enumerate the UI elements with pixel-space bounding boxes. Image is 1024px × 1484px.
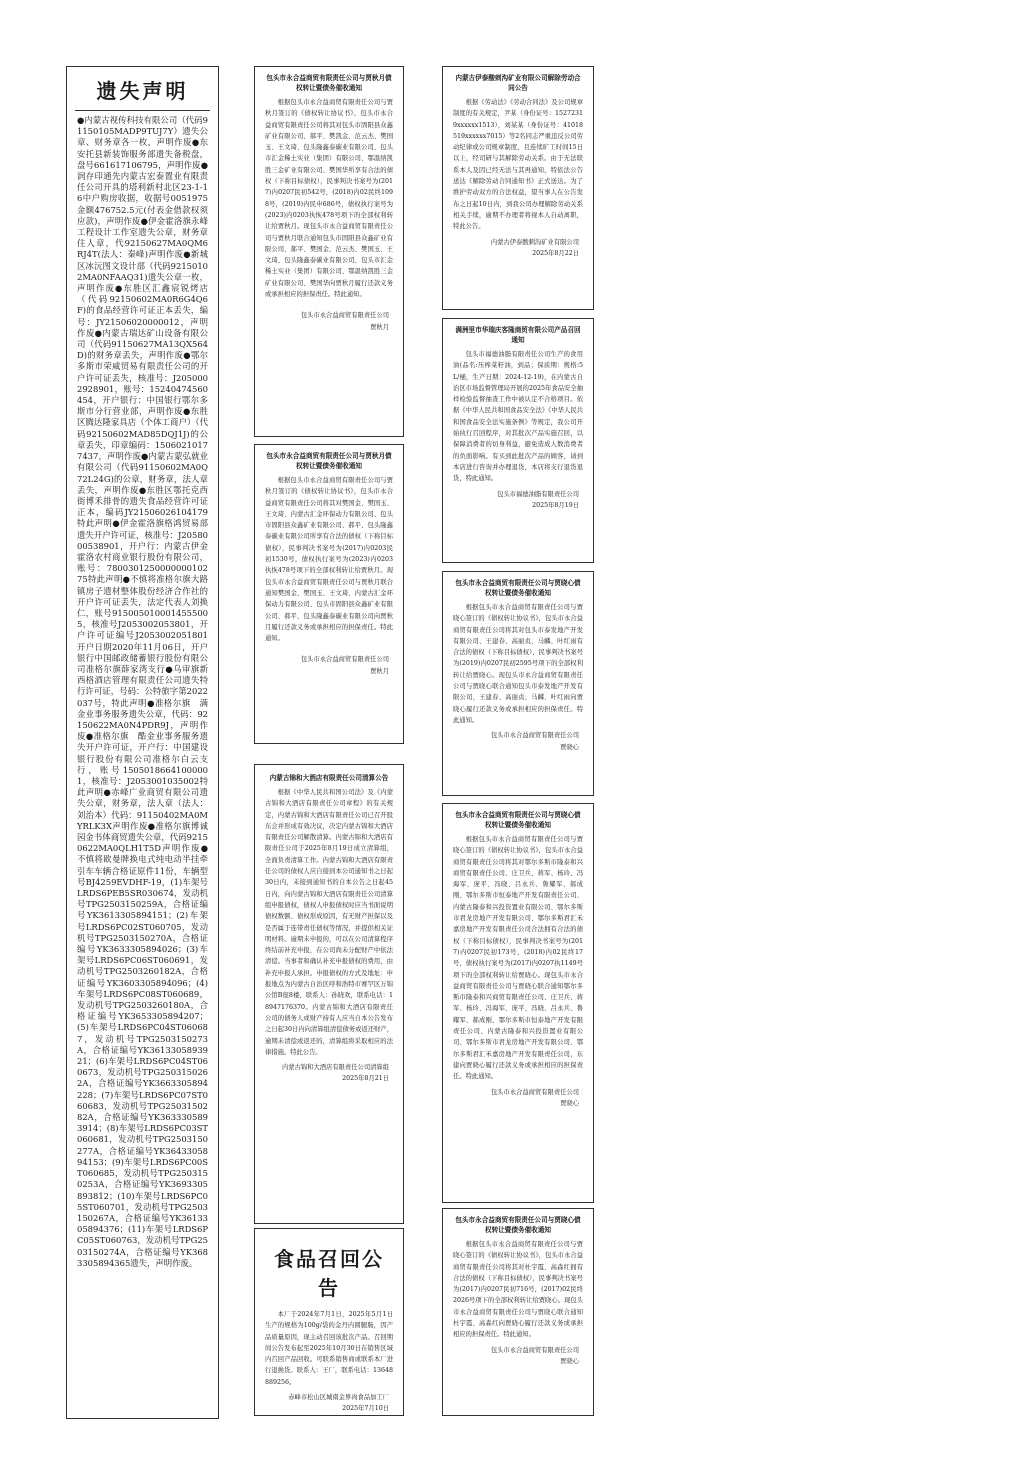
lost-notice-title: 遗失声明 <box>96 79 189 103</box>
notice-signature: 包头市永合益商贸有限责任公司 <box>300 312 389 320</box>
notice-body: 根据包头市永合益商贸有限责任公司与贾秋月签订的《债权转让协议书》，包头市永合益商贸有限责任公司将其对樊国金、樊国玉、王文琦、内蒙古汇金环保动力有限公司、包头市固阳县众鑫矿业有限公司、郝平、包头隆鑫泰碳业有限公司所享有合法的债权（下称目标债权），民事判决书案号为(2017)内0203民初1530号，债权执行案号为(2023)内0203执恢478号项下的全部权利转让给贾秋月。现包头市永合益商贸有限责任公司与贾秋月联合通知樊国金、樊国玉、王文琦、内蒙古汇金环保动力有限公司、包头市固阳县众鑫矿业有限公司、郝平、包头隆鑫泰碳业有限公司向贾秋月履行还款义务或承担相应的担保责任。特此通知。 <box>265 477 393 643</box>
notice-c3-2 <box>442 318 594 563</box>
notice-c2-4 <box>254 1228 404 1416</box>
lost-notice-body: ●内蒙古视传科技有限公司（代码91150105MADP9TUJ7Y）遗失公章、财务章各一枚，声明作废●东安托县新装饰服务部遗失备税盘，盘号661617106795，声明作废●润存印通先内蒙古宏泰置业有限责任公司开具的塔利新村北区23-1-16中户购房收据，收据号0051975金额476752.5元(付表金借款权须应款)，声明作废●伊金霍洛旗永峰工程设计工作室遗失公章，财务章住人章，代92150627MA0QM6RJ4T(法人：秦峰)声明作废●新城区冰沅图文设计部（代码92150102MA0NFAAQ31)遗失公章一枚，声明作废●东胜区汇鑫宸锐烤店（代码92150602MA0R6G4Q6F)的食品经营许可证正本丢失，编号：JY21506020000012，声明作废●内蒙古瑞达矿山设备有限公司（代码91150627MA13QX564D)的财务章丢失，声明作废●鄂尔多斯市荣威贸易有限责任公司的开户许可证丢失，核准号：J2050002928901，账号：15240474560454，开户银行：中国银行鄂尔多斯市分行营业部，声明作废●东胜区腾达隆家具店（个体工商户）（代码92150602MAD85DQJ1J)的公章丢失，印章编码：15060210177437，声明作废●内蒙古蒙弘就业有限公司（代码91150602MA0Q72L24G)的公章，财务章，法人章丢失，声明作废●东胜区鄂托克西街博禾排骨的遗失食品经营许可证正本，编码JY21506026104179特此声明●伊金霍洛旗格鸿贸易部遗失开户许可证，核准号：J2058000538901，开户行：内蒙古伊金霍洛农村商业银行股份有限公司，账号：780030125000000010275特此声明●不慎将准格尔旗大路镇房子遗材整体股份经济合作社的开户许可证丢失，法定代表人刘换仁，账号9150050100014555005，核准号J2053002053801，开户许可证编号J2053002051801开户日期2020年11月06日，开户银行中国邮政储蓄银行股份有限公司准格尔旗薛家湾支行●乌审旗新西格酒店管理有限责任公司遗失特行许可证，号码：公特旅字第2022037号，特此声明●准格尔旗 满金业事务服务遗失公章，代码：92150622MA0N4PDR9J，声明作废●准格尔旗 酷金业事务服务遗失开户许可证，开户行：中国建设银行股份有限公司准格尔白云支行，账号15050186641000001，核准号：J2053001035002特此声明●赤峰广业商贸有限公司遗失公章，财务章，法人章（法人：刘治本）代码：91150402MA0MYRLK3X声明作废●准格尔旗博诚园金书体商贸遗失公章，代码92150622MA0QLH1T5D声明作废●不慎将欧曼牌换电式纯电动半挂牵引车车辆合格证原件11份，车辆型号BJ4259EVDHF-19，(1)车架号LRDS6PEB5SR030674，发动机号TPG2503150259A，合格证编号YK3613305894151；(2)车架号LRDS6PC02ST060705，发动机号TPG2503150270A，合格证编号YK3633305894026；(3)车架号LRDS6PC06ST060691，发动机号TPG2503260182A，合格证编号YK3603305894096；(4)车架号LRDS6PC08ST060689，发动机号TPG2503260180A，合格证编号YK3653305894207；(5)车架号LRDS6PC04ST060687，发动机号TPG2503150273A，合格证编号YK3613305893921；(6)车架号LRDS6PC04ST060673，发动机号TPG2503150262A，合格证编号YK3663305894228；(7)车架号LRDS6PC07ST060683，发动机号TPG2503150282A，合格证编号YK3633305893914；(8)车架号LRDS6PC03ST060681，发动机号TPG2503150277A，合格证编号YK3643305894153；(9)车架号LRDS6PC00ST060685，发动机号TPG2503150253A，合格证编号YK3693305893812；(10)车架号LRDS6PC05ST060701，发动机号TPG2503150267A，合格证编号YK3613305894376；(11)车架号LRDS6PC05ST060763，发动机号TPG2503150274A，合格证编号YK3683305894365遗失，声明作废。 <box>77 115 208 1268</box>
notice-signature-2: 贾秋月 <box>370 667 389 675</box>
notice-signature: 包头市永合益商贸有限责任公司 <box>490 732 579 740</box>
notice-signature: 包头市福德油脂有限责任公司 <box>497 490 579 498</box>
notice-signature-2: 贾晓心 <box>560 1357 579 1365</box>
notice-title: 包头市永合益商贸有限责任公司与贾秋月债权转让暨债务催收通知 <box>266 74 392 92</box>
notice-date: 2025年8月19日 <box>532 501 579 509</box>
notice-signature: 内蒙古伊泰酸刺沟矿业有限公司 <box>490 238 579 246</box>
title-divider <box>75 110 210 111</box>
notice-signature: 赤峰市松山区城南金界肉食品加工厂 <box>288 1394 389 1402</box>
notice-body: 根据包头市永合益商贸有限责任公司与贾秋月签订的《债权转让协议书》，包头市永合益商贸有限责任公司将其对包头市固阳县众鑫矿业有限公司、郝平、樊凯金、范云杰、樊国玉、王文琦、包头隆鑫泰碳业有限公司、包头市汇金稀土实业（集团）有限公司、鄂温纳凯胜三金矿业有限公司、樊国华所享有合法的债权（下称目标债权），民事判决书案号为(2017)内0207民初542号，(2018)内02民终1098号，(2019)内民申686号，债权执行案号为(2023)内0203执恢478号项下的全部权利转让给贾秋月。现包头市永合益商贸有限责任公司与贾秋月联合通知包头市固阳县众鑫矿业有限公司、郝平、樊国金、范云杰、樊国玉、王文琦、包头隆鑫泰碳业有限公司、包头市汇金稀土实业（集团）有限公司、鄂温纳凯胜三金矿业有限公司、樊国华向贾秋月履行还款义务或承担相应的担保责任。特此通知。 <box>265 99 393 299</box>
notice-c3-5 <box>442 1208 594 1416</box>
notice-body: 根据包头市永合益商贸有限责任公司与贾晓心签订的《债权转让协议书》，包头市永合益商贸有限责任公司将其对鄂尔多斯市隆泰和兴商贸有限责任公司、庄卫兵、蒋军、杨玲、冯海军、庞平、冯晓、吕永兵、鲁耀军、郝成刚、鄂尔多斯市恒泰地产开发有限责任公司、内蒙古隆泰和兴投资置业有限公司、鄂尔多斯市君龙房地产开发有限公司、鄂尔多斯君汇禾嘉房地产开发有限责任公司合法拥有合法的债权（下称目标债权），民事判决书案号为(2017)内0207民初173号，(2018)内02民终17号，债权执行案号为(2017)内0207执1149号项下的全部权利转让给贾晓心。现包头市永合益商贸有限责任公司与贾晓心联合通知鄂尔多斯市隆泰和兴商贸有限责任公司、庄卫兵、蒋军、杨玲、冯海军、庞平、冯晓、吕永兵、鲁耀军、郝成刚、鄂尔多斯市恒泰地产开发有限责任公司、内蒙古隆泰和兴投资置业有限公司、鄂尔多斯市君龙房地产开发有限公司、鄂尔多斯君汇禾嘉房地产开发有限责任公司，东建向贾晓心履行还款义务或承担相应的担保责任。特此通知。 <box>453 836 583 1081</box>
notice-signature-2: 贾晓心 <box>560 743 579 751</box>
notice-signature-2: 贾晓心 <box>560 1099 579 1107</box>
notice-body: 包头市福德油脂有限责任公司生产的食用油(品名:压榨菜籽油，到品；保质期：规格:5L/桶，生产日期：2024-12-19)，在内蒙古自治区市场监督管理局开展的2025年食品安全抽样检验监督抽查工作中被认定不合格项目。依据《中华人民共和国食品安全法》《中华人民共和国食品安全法实施条例》等规定，我公司开始执行召回程序，对其批次产品实施召回，以保障消费者的切身利益，避免造成人数消费者的负面影响。有买到此批次产品的顾客，请到本店进行咨询并办理退货，本店将支行退货退货，特此通知。 <box>453 351 583 483</box>
notice-c3-3 <box>442 571 594 796</box>
notice-title: 包头市永合益商贸有限责任公司与贾晓心债权转让暨债务催收通知 <box>455 579 581 597</box>
notice-title: 包头市永合益商贸有限责任公司与贾晓心债权转让暨债务催收通知 <box>455 811 581 829</box>
notice-title: 包头市永合益商贸有限责任公司与贾晓心债权转让暨债务催收通知 <box>455 1216 581 1234</box>
notice-c2-1 <box>254 66 404 437</box>
notice-signature: 包头市永合益商贸有限责任公司 <box>300 656 389 664</box>
notice-body: 本厂于2024年7月1日，2025年5月1日生产的规格为100g/袋的金丹内圆腿肠，因产品质量原因，现主动召回该批次产品。召回期间公告发布起至2025年10月30日在销售区域内召回产品回收。可联系销售商或联系本厂进行退换货。联系人：王厂，联系电话：13648889256。 <box>265 1311 393 1386</box>
notice-c2-3 <box>254 764 404 1224</box>
notice-body: 根据包头市永合益商贸有限责任公司与贾晓心签订的《债权转让协议书》，包头市永合益商贸有限责任公司将其对包头市泰发地产开发有限公司、王建春、高丽贞、马麟、叶红雨有合法的债权（下称目标债权），民事判决书案号为(2019)内0207民初2595号项下的全部权利转让给贾晓心。现包头市永合益商贸有限责任公司与贾晓心联合通知包头市泰发地产开发有限公司、王建春、高丽贞、马麟、叶红雨向贾晓心履行还款义务或承担相应的担保责任。特此通知。 <box>453 604 583 724</box>
notice-date: 2025年8月22日 <box>532 249 579 257</box>
notice-c2-2 <box>254 444 404 744</box>
notice-title: 内蒙古伊泰酸刺沟矿业有限公司解除劳动合同公告 <box>455 74 581 92</box>
notice-signature-2: 贾秋月 <box>370 323 389 331</box>
notice-title: 满洲里市华瑞庆客隆商贸有限公司产品召回通知 <box>455 326 581 344</box>
notice-body: 根据包头市永合益商贸有限责任公司与贾晓心签订的《债权转让协议书》，包头市永合益商贸有限责任公司将其对杜宇霞、高森红拥有合法的债权（下称目标债权），民事判决书案号为(2017)内0207民初716号，(2017)02民终2026号项下的全部权利转让给贾晓心。现包头市永合益商贸有限责任公司与贾晓心联合通知杜宇霞、高森红向贾晓心履行还款义务或承担相应的担保责任。特此通知。 <box>453 1241 583 1339</box>
lost-notice-box <box>66 66 219 1419</box>
notice-c3-4 <box>442 803 594 1203</box>
notice-title: 包头市永合益商贸有限责任公司与贾秋月债权转让暨债务催收通知 <box>266 452 392 470</box>
notice-title: 内蒙古锦和大酒店有限责任公司清算公告 <box>269 774 389 782</box>
notice-body: 根据《劳动法》《劳动合同法》及公司规章制度的有关规定，尹某（身份证号：15272319xxxxxx1513），刘某某（身份证号：41018519xxxxxx7015）等2名同志严重违反公司劳动纪律或公司规章制度，且连续旷工时间15日以上，经司研与其解除劳动关系。由于无法联系本人及因已经无法与其再通知，特依法公告送达《解除劳动合同通知书》正式送达。为了维护劳动双方的合法权益，望当事人在公告发布之日起10日内，到我公司办理解除劳动关系相关手续，逾期不办理者将视本人自动离职，特此公告。 <box>453 99 583 231</box>
notice-signature: 包头市永合益商贸有限责任公司 <box>490 1346 579 1354</box>
notice-title: 食品召回公告 <box>274 1247 384 1300</box>
notice-date: 2025年8月21日 <box>342 1075 389 1083</box>
notice-date: 2025年7月10日 <box>342 1405 389 1413</box>
notice-c3-1 <box>442 66 594 310</box>
notice-body: 根据《中华人民共和国公司法》及《内蒙古锦和大酒店有限责任公司章程》的有关规定，内蒙古锦和大酒店有限责任公司已召开股东会并形成有效决议，决定内蒙古锦和大酒店有限责任公司解散清算。内蒙古锦和大酒店有限责任公司于2025年8月19日成立清算组，全面负责清算工作。内蒙古锦和大酒店有限责任公司的债权人应自接到本公司通知书之日起30日内，未接到通知书的自本公告之日起45日内，向内蒙古锦和大酒店有限责任公司清算组申报债权，债权人申报债权时应当书面说明债权数额、债权形成原因，有无财产担保以及是否属于连带责任债权等情况，并提供相关证明材料。逾期未申报的，可以在公司清算程序终结前补充申报，在公司尚未分配财产中依法清偿。当事者和确认补充申报债权的费用，由补充申报人承担。申报债权的方式及地址：申报地点为内蒙古自治区呼和浩特市赛罕区万锦公馆B座8楼，联系人：孙晓欢，联系电话：18947176370。内蒙古锦和大酒店有限责任公司的债务人或财产持有人应当自本公告发布之日起30日内向清算组清偿债务或返还财产，逾期未清偿或返还的，清算组将采取相应的法律措施。特此公告。 <box>265 789 393 1056</box>
notice-signature: 包头市永合益商贸有限责任公司 <box>490 1088 579 1096</box>
notice-signature: 内蒙古锦和大酒店有限责任公司清算组 <box>281 1064 389 1072</box>
